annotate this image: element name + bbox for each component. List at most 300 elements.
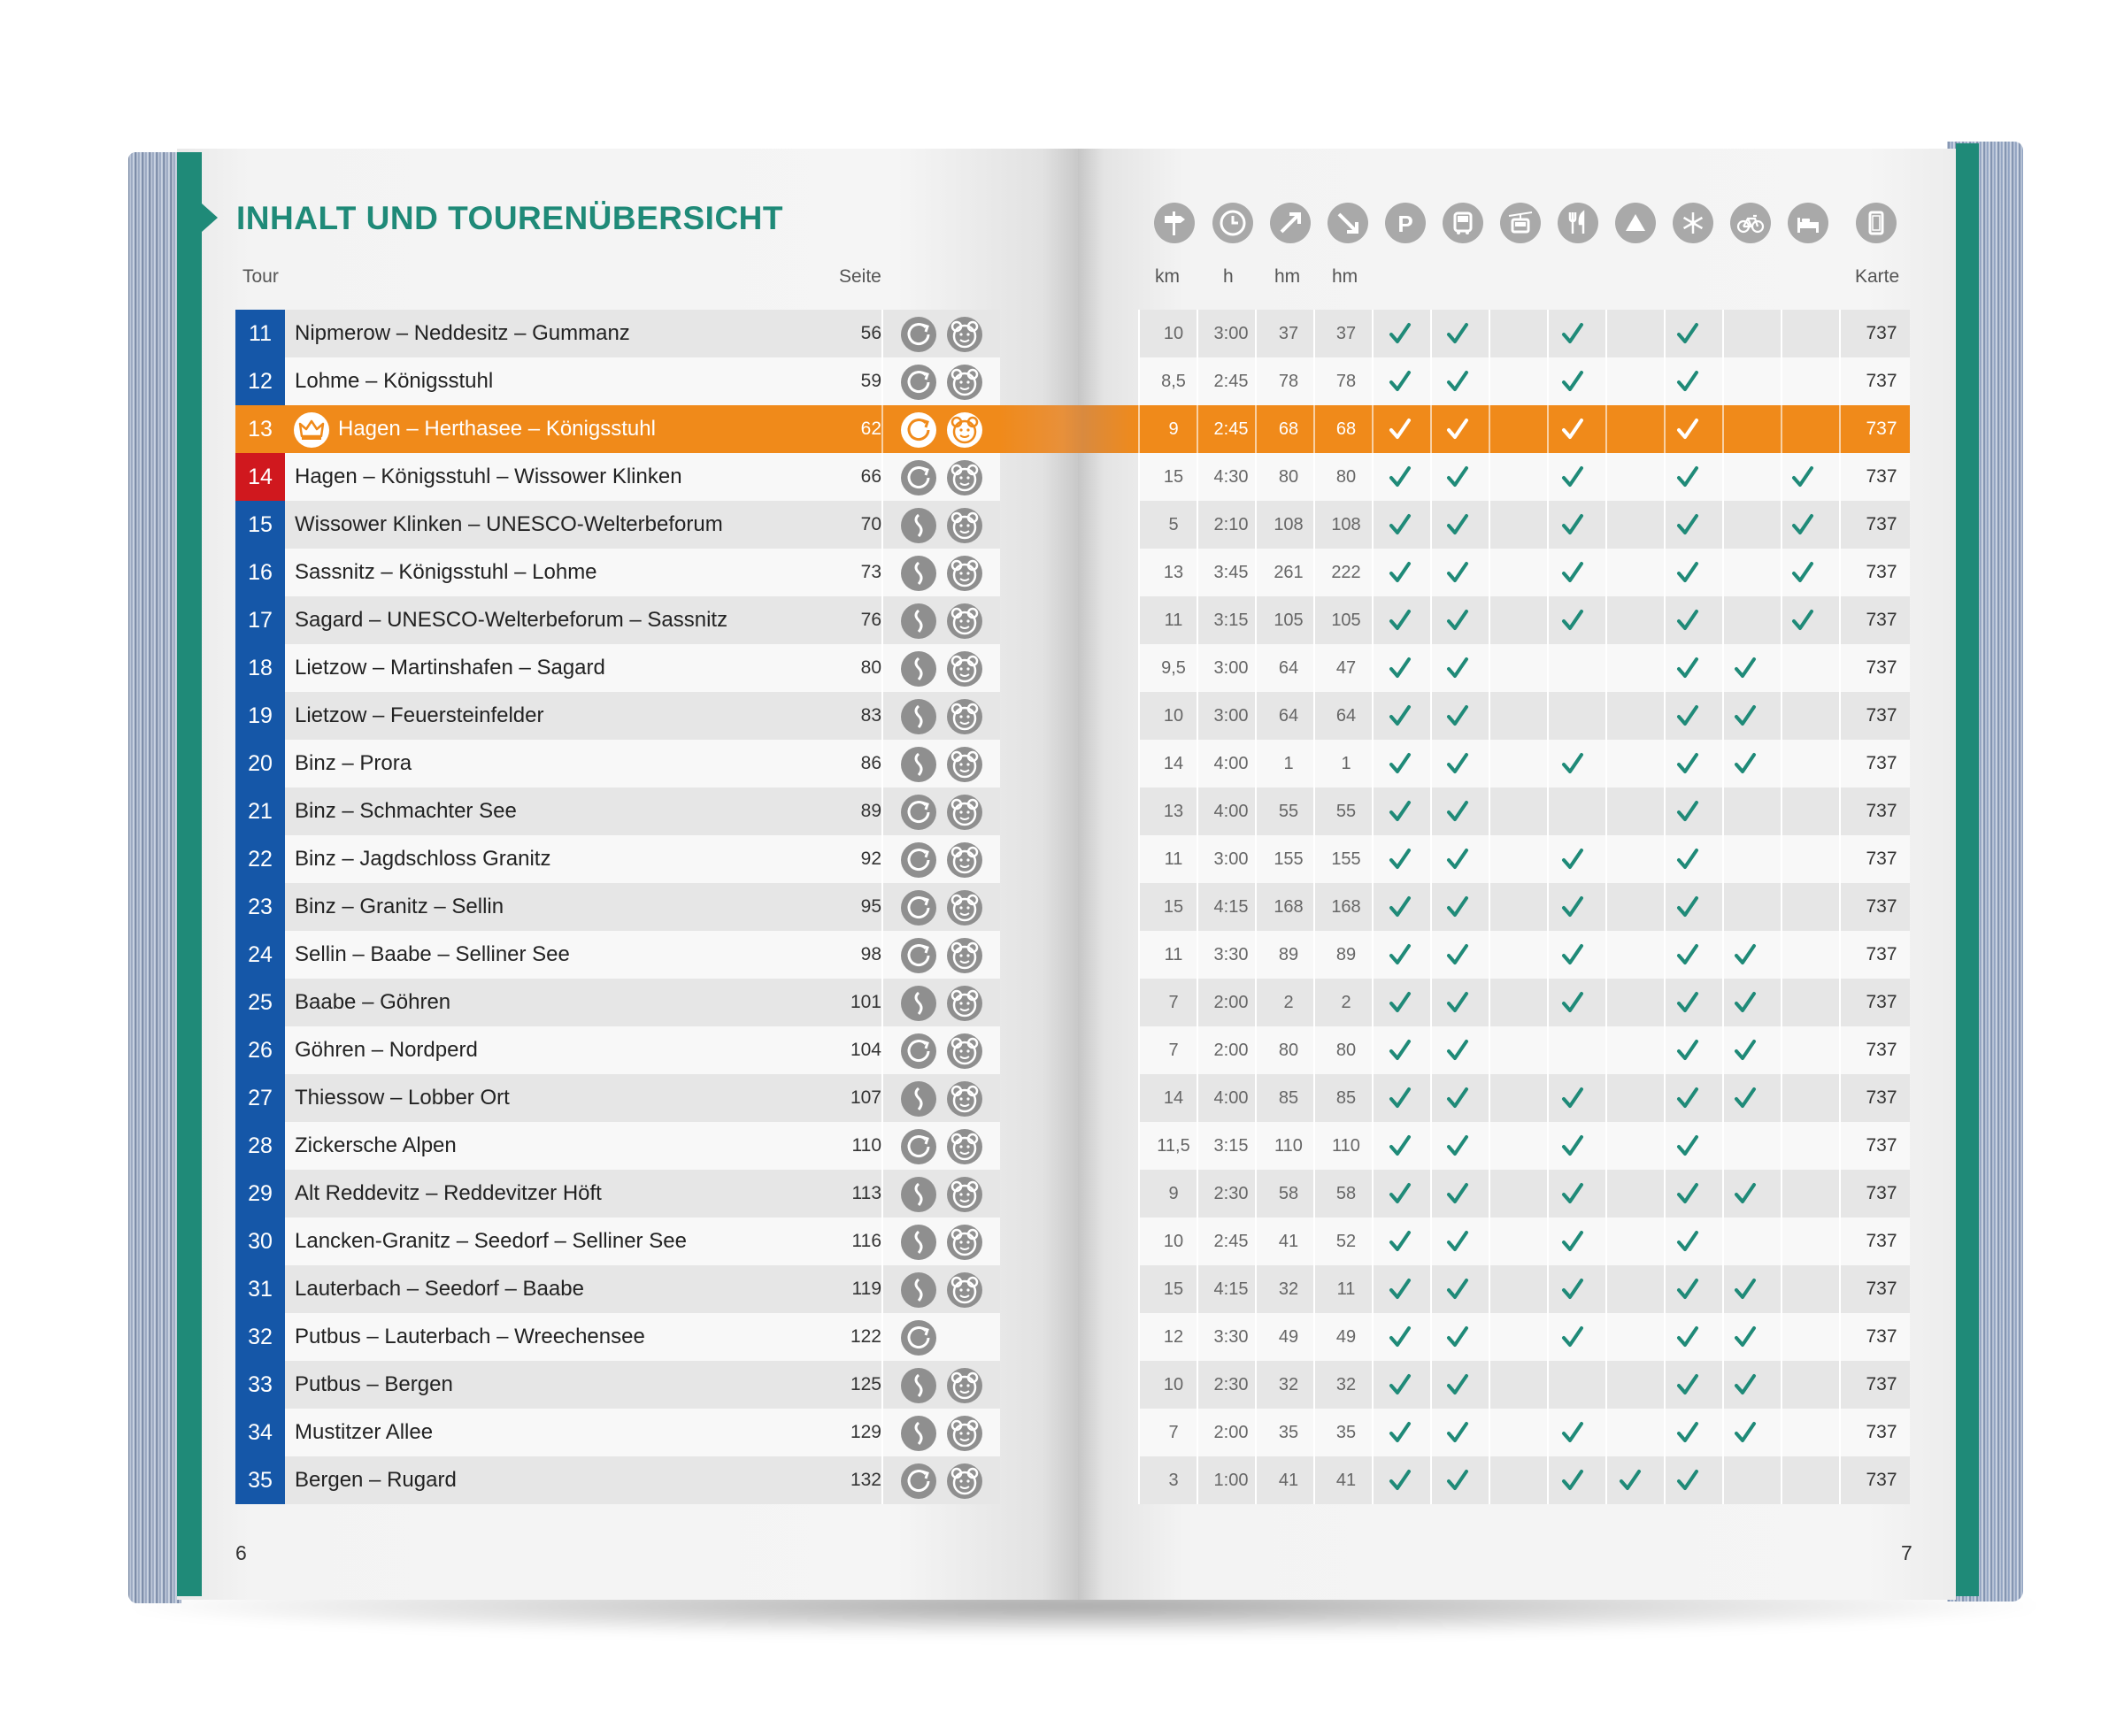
column-divider <box>1839 787 1841 835</box>
tour-number: 35 <box>235 1456 285 1504</box>
check-icon <box>1726 1074 1765 1122</box>
column-divider <box>1489 1074 1490 1122</box>
tour-page-number: 119 <box>851 1279 881 1299</box>
column-divider <box>881 357 883 405</box>
tour-h: 4:30 <box>1213 467 1249 487</box>
table-row[interactable] <box>0 835 2124 883</box>
column-divider <box>1722 310 1724 357</box>
check-icon <box>1381 405 1420 453</box>
check-icon <box>1668 453 1707 501</box>
round-tour-icon <box>901 1129 936 1164</box>
column-divider <box>1664 883 1666 931</box>
column-divider <box>1430 979 1432 1026</box>
column-divider <box>1839 405 1841 453</box>
tour-hm-up: 41 <box>1278 1471 1299 1490</box>
table-row[interactable] <box>0 1313 2124 1361</box>
tour-map-number: 737 <box>1866 1135 1897 1156</box>
column-divider <box>1138 979 1140 1026</box>
tour-hm-up: 55 <box>1278 802 1299 821</box>
winter-icon <box>1673 203 1713 243</box>
check-icon <box>1381 835 1420 883</box>
column-divider <box>1430 596 1432 644</box>
column-divider <box>1722 1122 1724 1170</box>
column-divider <box>1605 1026 1607 1074</box>
tour-name[interactable]: Binz – Granitz – Sellin <box>295 895 504 918</box>
column-divider <box>1138 1361 1140 1409</box>
tour-hm-up: 35 <box>1278 1423 1299 1442</box>
tour-name[interactable]: Zickersche Alpen <box>295 1133 457 1157</box>
tour-page-number: 95 <box>860 896 881 917</box>
table-row[interactable] <box>0 1265 2124 1313</box>
column-divider <box>1839 1218 1841 1265</box>
tour-name[interactable]: Sagard – UNESCO-Welterbeforum – Sassnitz <box>295 608 728 632</box>
round-tour-icon <box>901 1033 936 1069</box>
column-divider <box>1722 596 1724 644</box>
table-row[interactable] <box>0 931 2124 979</box>
tour-page-number: 66 <box>860 466 881 487</box>
column-divider <box>1664 501 1666 549</box>
tour-hm-down: 108 <box>1331 515 1361 534</box>
table-row[interactable] <box>0 787 2124 835</box>
tour-page-number: 107 <box>850 1087 881 1108</box>
column-divider <box>1547 501 1549 549</box>
table-row[interactable] <box>0 549 2124 596</box>
tour-hm-up: 58 <box>1278 1184 1299 1203</box>
tour-hm-up: 78 <box>1278 372 1299 391</box>
tour-name[interactable]: Lohme – Königsstuhl <box>295 369 494 393</box>
column-divider <box>1664 1218 1666 1265</box>
check-icon <box>1438 979 1477 1026</box>
table-row[interactable] <box>0 310 2124 357</box>
tour-name[interactable]: Alt Reddevitz – Reddevitzer Höft <box>295 1181 602 1205</box>
top-tour-crown-icon <box>294 412 329 448</box>
column-divider <box>1430 549 1432 596</box>
column-divider <box>1547 1026 1549 1074</box>
tour-hm-down: 105 <box>1331 611 1361 630</box>
table-row[interactable] <box>0 883 2124 931</box>
check-icon <box>1381 357 1420 405</box>
page-number-right: 7 <box>1901 1541 1912 1564</box>
table-row[interactable] <box>0 692 2124 740</box>
check-icon <box>1553 740 1592 787</box>
tour-km: 13 <box>1163 563 1184 582</box>
column-divider <box>1781 549 1782 596</box>
check-icon <box>1438 501 1477 549</box>
route-tour-icon <box>901 1081 936 1117</box>
column-divider <box>1605 357 1607 405</box>
column-divider <box>1664 596 1666 644</box>
column-divider <box>1489 740 1490 787</box>
check-icon <box>1553 1313 1592 1361</box>
check-icon <box>1726 644 1765 692</box>
check-icon <box>1438 692 1477 740</box>
check-icon <box>1783 596 1822 644</box>
column-divider <box>1430 883 1432 931</box>
column-divider <box>1138 1265 1140 1313</box>
tour-hm-up: 89 <box>1278 945 1299 964</box>
tour-name[interactable]: Sellin – Baabe – Selliner See <box>295 942 570 966</box>
tour-h: 1:00 <box>1213 1471 1249 1490</box>
header-km: km <box>1155 266 1180 287</box>
tour-h: 2:10 <box>1213 515 1249 534</box>
tour-name[interactable]: Binz – Prora <box>295 751 412 775</box>
column-divider <box>1839 1026 1841 1074</box>
column-divider <box>1664 835 1666 883</box>
map-icon <box>1856 203 1897 243</box>
tour-hm-up: 64 <box>1278 658 1299 678</box>
table-row[interactable] <box>0 1361 2124 1409</box>
check-icon <box>1381 501 1420 549</box>
table-row[interactable] <box>0 501 2124 549</box>
table-row[interactable] <box>0 405 2124 453</box>
tour-hm-up: 1 <box>1283 754 1294 773</box>
check-icon <box>1381 1409 1420 1456</box>
tour-number: 32 <box>235 1313 285 1361</box>
tour-number: 26 <box>235 1026 285 1074</box>
column-divider <box>1605 310 1607 357</box>
column-divider <box>1664 1409 1666 1456</box>
tour-hm-down: 222 <box>1331 563 1361 582</box>
family-friendly-bear-icon <box>947 651 982 687</box>
tour-hm-down: 58 <box>1335 1184 1357 1203</box>
column-divider <box>1664 310 1666 357</box>
column-divider <box>1547 1409 1549 1456</box>
column-divider <box>1430 1218 1432 1265</box>
round-tour-icon <box>901 842 936 878</box>
route-tour-icon <box>901 1225 936 1260</box>
header-seite: Seite <box>839 266 881 287</box>
check-icon <box>1438 1313 1477 1361</box>
check-icon <box>1726 1265 1765 1313</box>
tour-name[interactable]: Mustitzer Allee <box>295 1420 434 1444</box>
column-divider <box>1605 501 1607 549</box>
column-divider <box>1664 931 1666 979</box>
table-row[interactable] <box>0 1170 2124 1218</box>
tour-hm-up: 105 <box>1274 611 1304 630</box>
check-icon <box>1381 1456 1420 1504</box>
column-divider <box>1664 1265 1666 1313</box>
table-row[interactable] <box>0 453 2124 501</box>
column-divider <box>1430 405 1432 453</box>
column-divider <box>1781 979 1782 1026</box>
tour-hm-down: 49 <box>1335 1327 1357 1347</box>
column-divider <box>1839 979 1841 1026</box>
column-divider <box>1547 1218 1549 1265</box>
check-icon <box>1668 692 1707 740</box>
column-divider <box>1138 1409 1140 1456</box>
header-karte: Karte <box>1855 266 1900 287</box>
round-tour-icon <box>901 1320 936 1356</box>
tour-number: 34 <box>235 1409 285 1456</box>
tour-hm-down: 168 <box>1331 897 1361 917</box>
column-divider <box>1722 787 1724 835</box>
column-divider <box>881 1456 883 1504</box>
table-row[interactable] <box>0 644 2124 692</box>
tour-hm-down: 78 <box>1335 372 1357 391</box>
family-friendly-bear-icon <box>947 1272 982 1308</box>
column-divider <box>1781 357 1782 405</box>
check-icon <box>1553 979 1592 1026</box>
check-icon <box>1381 1218 1420 1265</box>
tour-hm-up: 49 <box>1278 1327 1299 1347</box>
check-icon <box>1668 549 1707 596</box>
column-divider <box>1430 644 1432 692</box>
column-divider <box>1489 787 1490 835</box>
check-icon <box>1438 453 1477 501</box>
column-divider <box>1547 692 1549 740</box>
tour-name[interactable]: Lietzow – Feuersteinfelder <box>295 703 544 727</box>
table-row[interactable] <box>0 596 2124 644</box>
column-divider <box>1547 357 1549 405</box>
column-divider <box>1664 1170 1666 1218</box>
check-icon <box>1726 740 1765 787</box>
tour-name[interactable]: Lauterbach – Seedorf – Baabe <box>295 1277 584 1301</box>
tour-hm-down: 89 <box>1335 945 1357 964</box>
column-divider <box>1664 692 1666 740</box>
check-icon <box>1381 453 1420 501</box>
column-divider <box>1489 1361 1490 1409</box>
column-divider <box>1664 787 1666 835</box>
check-icon <box>1438 405 1477 453</box>
tour-hm-down: 155 <box>1331 849 1361 869</box>
tour-number: 11 <box>235 310 285 357</box>
tour-map-number: 737 <box>1866 849 1897 869</box>
column-divider <box>1605 1122 1607 1170</box>
table-row[interactable] <box>0 1026 2124 1074</box>
table-row[interactable] <box>0 1409 2124 1456</box>
check-icon <box>1553 310 1592 357</box>
tour-name[interactable]: Putbus – Lauterbach – Wreechensee <box>295 1325 645 1348</box>
table-row[interactable] <box>0 979 2124 1026</box>
check-icon <box>1438 1122 1477 1170</box>
table-row[interactable] <box>0 1218 2124 1265</box>
tour-name[interactable]: Baabe – Göhren <box>295 990 451 1014</box>
column-divider <box>1664 357 1666 405</box>
check-icon <box>1553 405 1592 453</box>
check-icon <box>1438 740 1477 787</box>
tour-km: 10 <box>1163 706 1184 726</box>
tour-name[interactable]: Sassnitz – Königsstuhl – Lohme <box>295 560 597 584</box>
svg-text:P: P <box>1397 211 1413 237</box>
check-icon <box>1668 1361 1707 1409</box>
column-divider <box>1138 501 1140 549</box>
tour-map-number: 737 <box>1866 705 1897 726</box>
column-divider <box>1489 549 1490 596</box>
check-icon <box>1668 1313 1707 1361</box>
column-divider <box>881 1265 883 1313</box>
column-divider <box>1664 549 1666 596</box>
column-divider <box>1722 1313 1724 1361</box>
family-friendly-bear-icon <box>947 890 982 926</box>
column-divider <box>1605 931 1607 979</box>
check-icon <box>1668 405 1707 453</box>
family-friendly-bear-icon <box>947 938 982 973</box>
column-divider <box>1664 453 1666 501</box>
column-divider <box>1430 1361 1432 1409</box>
table-row[interactable] <box>0 1456 2124 1504</box>
check-icon <box>1438 883 1477 931</box>
column-divider <box>881 549 883 596</box>
check-icon <box>1726 1361 1765 1409</box>
column-divider <box>1781 1313 1782 1361</box>
family-friendly-bear-icon <box>947 1033 982 1069</box>
check-icon <box>1726 1409 1765 1456</box>
route-tour-icon <box>901 747 936 782</box>
tour-km: 15 <box>1163 1279 1184 1299</box>
tour-name[interactable]: Thiessow – Lobber Ort <box>295 1086 510 1110</box>
tour-page-number: 70 <box>860 514 881 534</box>
tour-km: 3 <box>1168 1471 1179 1490</box>
column-divider <box>1430 1170 1432 1218</box>
check-icon <box>1553 1170 1592 1218</box>
tour-map-number: 737 <box>1866 1231 1897 1251</box>
tour-name[interactable]: Hagen – Herthasee – Königsstuhl <box>338 417 656 441</box>
tour-hm-up: 32 <box>1278 1279 1299 1299</box>
column-divider <box>881 692 883 740</box>
tour-h: 4:15 <box>1213 897 1249 917</box>
check-icon <box>1668 1456 1707 1504</box>
header-h: h <box>1223 266 1234 287</box>
check-icon <box>1668 1122 1707 1170</box>
column-divider <box>1489 453 1490 501</box>
column-divider <box>1430 1122 1432 1170</box>
tour-map-number: 737 <box>1866 1183 1897 1203</box>
column-divider <box>1138 692 1140 740</box>
tour-page-number: 76 <box>860 610 881 630</box>
check-icon <box>1668 1026 1707 1074</box>
tour-map-number: 737 <box>1866 371 1897 391</box>
tour-map-number: 737 <box>1866 1279 1897 1299</box>
column-divider <box>1138 1122 1140 1170</box>
tour-km: 11,5 <box>1157 1136 1190 1156</box>
tour-name[interactable]: Wissower Klinken – UNESCO-Welterbeforum <box>295 512 723 536</box>
tour-hm-down: 68 <box>1335 419 1357 439</box>
check-icon <box>1668 979 1707 1026</box>
column-divider <box>1605 1074 1607 1122</box>
column-divider <box>1489 501 1490 549</box>
column-divider <box>1781 692 1782 740</box>
column-divider <box>1138 740 1140 787</box>
check-icon <box>1668 1218 1707 1265</box>
column-divider <box>1664 1313 1666 1361</box>
column-divider <box>1722 1265 1724 1313</box>
tour-name[interactable]: Lietzow – Martinshafen – Sagard <box>295 656 605 680</box>
tour-name[interactable]: Binz – Jagdschloss Granitz <box>295 847 551 871</box>
column-divider <box>1430 1456 1432 1504</box>
check-icon <box>1553 549 1592 596</box>
tour-km: 12 <box>1163 1327 1184 1347</box>
tour-number: 30 <box>235 1218 285 1265</box>
route-tour-icon <box>901 699 936 734</box>
tour-map-number: 737 <box>1866 562 1897 582</box>
check-icon <box>1668 644 1707 692</box>
column-divider <box>1722 740 1724 787</box>
column-divider <box>1664 1074 1666 1122</box>
tour-name[interactable]: Binz – Schmachter See <box>295 799 517 823</box>
tour-h: 2:30 <box>1213 1375 1249 1394</box>
column-divider <box>1722 1456 1724 1504</box>
column-divider <box>1839 1361 1841 1409</box>
check-icon <box>1553 1122 1592 1170</box>
check-icon <box>1438 1409 1477 1456</box>
column-divider <box>1781 1218 1782 1265</box>
tour-hm-up: 85 <box>1278 1088 1299 1108</box>
column-divider <box>1547 405 1549 453</box>
tour-name[interactable]: Nipmerow – Neddesitz – Gummanz <box>295 321 630 345</box>
tour-hm-down: 52 <box>1335 1232 1357 1251</box>
column-divider <box>1839 883 1841 931</box>
tour-name[interactable]: Göhren – Nordperd <box>295 1038 478 1062</box>
check-icon <box>1553 357 1592 405</box>
check-icon <box>1381 931 1420 979</box>
column-divider <box>1781 787 1782 835</box>
tour-hm-down: 35 <box>1335 1423 1357 1442</box>
check-icon <box>1438 1026 1477 1074</box>
tour-h: 2:45 <box>1213 1232 1249 1251</box>
check-icon <box>1668 1409 1707 1456</box>
check-icon <box>1783 549 1822 596</box>
tour-h: 3:00 <box>1213 849 1249 869</box>
check-icon <box>1381 1074 1420 1122</box>
table-row[interactable] <box>0 1074 2124 1122</box>
column-divider <box>1605 1456 1607 1504</box>
tour-name[interactable]: Bergen – Rugard <box>295 1468 457 1492</box>
route-tour-icon <box>901 651 936 687</box>
tour-page-number: 73 <box>860 562 881 582</box>
table-row[interactable] <box>0 357 2124 405</box>
tour-km: 10 <box>1163 324 1184 343</box>
column-divider <box>1547 1170 1549 1218</box>
check-icon <box>1611 1456 1650 1504</box>
column-divider <box>1605 1361 1607 1409</box>
column-divider <box>1605 596 1607 644</box>
column-divider <box>881 501 883 549</box>
tour-name[interactable]: Putbus – Bergen <box>295 1372 453 1396</box>
tour-name[interactable]: Hagen – Königsstuhl – Wissower Klinken <box>295 465 682 488</box>
column-divider <box>1781 1074 1782 1122</box>
tour-name[interactable]: Lancken-Granitz – Seedorf – Selliner See <box>295 1229 687 1253</box>
column-divider <box>1138 931 1140 979</box>
column-divider <box>1605 1313 1607 1361</box>
column-divider <box>1138 310 1140 357</box>
tour-km: 10 <box>1163 1375 1184 1394</box>
tour-hm-down: 32 <box>1335 1375 1357 1394</box>
column-divider <box>1781 740 1782 787</box>
check-icon <box>1381 1122 1420 1170</box>
column-divider <box>1430 453 1432 501</box>
column-divider <box>1138 787 1140 835</box>
column-divider <box>1430 835 1432 883</box>
column-divider <box>881 1122 883 1170</box>
table-row[interactable] <box>0 740 2124 787</box>
column-divider <box>1489 883 1490 931</box>
round-tour-icon <box>901 795 936 830</box>
check-icon <box>1668 357 1707 405</box>
check-icon <box>1553 596 1592 644</box>
column-divider <box>1722 1218 1724 1265</box>
tour-km: 10 <box>1163 1232 1184 1251</box>
table-row[interactable] <box>0 1122 2124 1170</box>
family-friendly-bear-icon <box>947 365 982 400</box>
tour-number: 18 <box>235 644 285 692</box>
column-divider <box>1605 1409 1607 1456</box>
tour-km: 11 <box>1164 849 1183 869</box>
tour-page-number: 110 <box>851 1135 881 1156</box>
family-friendly-bear-icon <box>947 508 982 543</box>
column-divider <box>881 310 883 357</box>
cable-car-icon <box>1500 203 1541 243</box>
tour-km: 11 <box>1164 611 1183 630</box>
